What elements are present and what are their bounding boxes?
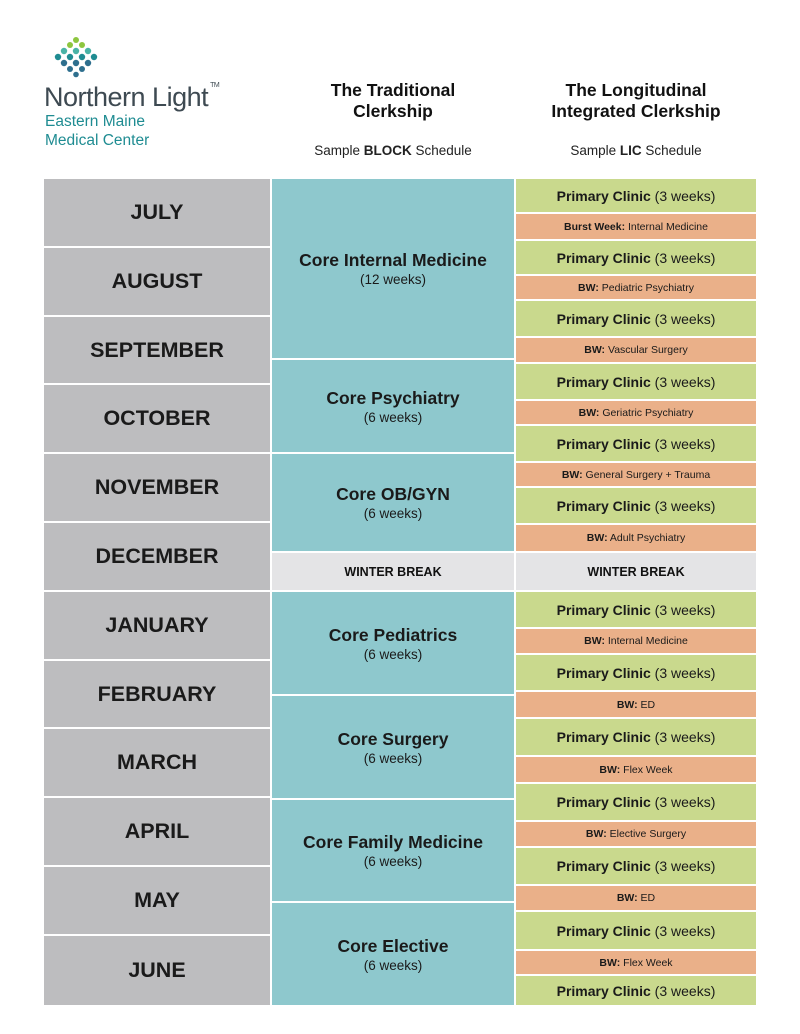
lic-burst-week: Burst Week: Internal Medicine [516,214,756,241]
pinecone-logo-icon [54,36,98,78]
lic-primary-clinic: Primary Clinic (3 weeks) [516,655,756,692]
block-column-subtitle: Sample BLOCK Schedule [314,143,472,158]
block-cell: Core Psychiatry (6 weeks) [272,360,514,454]
lic-burst-week: BW: Vascular Surgery [516,338,756,364]
winter-break-cell: WINTER BREAK [272,553,514,592]
month-cell: SEPTEMBER [44,317,270,385]
block-cell: Core Internal Medicine (12 weeks) [272,179,514,360]
lic-primary-clinic: Primary Clinic (3 weeks) [516,784,756,822]
lic-primary-clinic: Primary Clinic (3 weeks) [516,592,756,629]
lic-primary-clinic: Primary Clinic (3 weeks) [516,241,756,276]
block-cell: Core Pediatrics (6 weeks) [272,592,514,696]
lic-primary-clinic: Primary Clinic (3 weeks) [516,719,756,757]
block-column-title: The Traditional Clerkship [330,80,456,121]
brand-subtitle: Eastern Maine Medical Center [45,113,150,149]
lic-burst-week: BW: ED [516,692,756,719]
month-cell: NOVEMBER [44,454,270,523]
month-cell: OCTOBER [44,385,270,454]
schedule-table [44,179,756,1005]
brand-name: Northern Light ™ [44,82,220,112]
block-cell: Core OB/GYN (6 weeks) [272,454,514,553]
lic-primary-clinic: Primary Clinic (3 weeks) [516,301,756,338]
logo [44,36,264,156]
lic-primary-clinic: Primary Clinic (3 weeks) [516,426,756,463]
lic-burst-week: BW: Pediatric Psychiatry [516,276,756,301]
block-cell: Core Elective (6 weeks) [272,903,514,1005]
block-cell: Core Family Medicine (6 weeks) [272,800,514,903]
month-cell: JULY [44,179,270,248]
month-cell: JUNE [44,936,270,1005]
lic-primary-clinic: Primary Clinic (3 weeks) [516,488,756,525]
lic-burst-week: BW: ED [516,886,756,912]
lic-burst-week: BW: Elective Surgery [516,822,756,848]
winter-break-cell: WINTER BREAK [516,553,756,592]
month-cell: AUGUST [44,248,270,317]
lic-burst-week: BW: Internal Medicine [516,629,756,655]
lic-column-subtitle: Sample LIC Schedule [570,143,702,158]
month-cell: FEBRUARY [44,661,270,729]
lic-column-title: The Longitudinal Integrated Clerkship [551,80,721,121]
month-cell: DECEMBER [44,523,270,592]
lic-primary-clinic: Primary Clinic (3 weeks) [516,364,756,401]
lic-primary-clinic: Primary Clinic (3 weeks) [516,912,756,951]
month-cell: APRIL [44,798,270,867]
lic-primary-clinic: Primary Clinic (3 weeks) [516,976,756,1005]
lic-burst-week: BW: General Surgery + Trauma [516,463,756,488]
lic-burst-week: BW: Flex Week [516,951,756,976]
block-cell: Core Surgery (6 weeks) [272,696,514,800]
month-cell: JANUARY [44,592,270,661]
month-cell: MARCH [44,729,270,798]
lic-burst-week: BW: Adult Psychiatry [516,525,756,553]
lic-burst-week: BW: Flex Week [516,757,756,784]
month-cell: MAY [44,867,270,936]
lic-primary-clinic: Primary Clinic (3 weeks) [516,848,756,886]
lic-burst-week: BW: Geriatric Psychiatry [516,401,756,426]
lic-primary-clinic: Primary Clinic (3 weeks) [516,179,756,214]
